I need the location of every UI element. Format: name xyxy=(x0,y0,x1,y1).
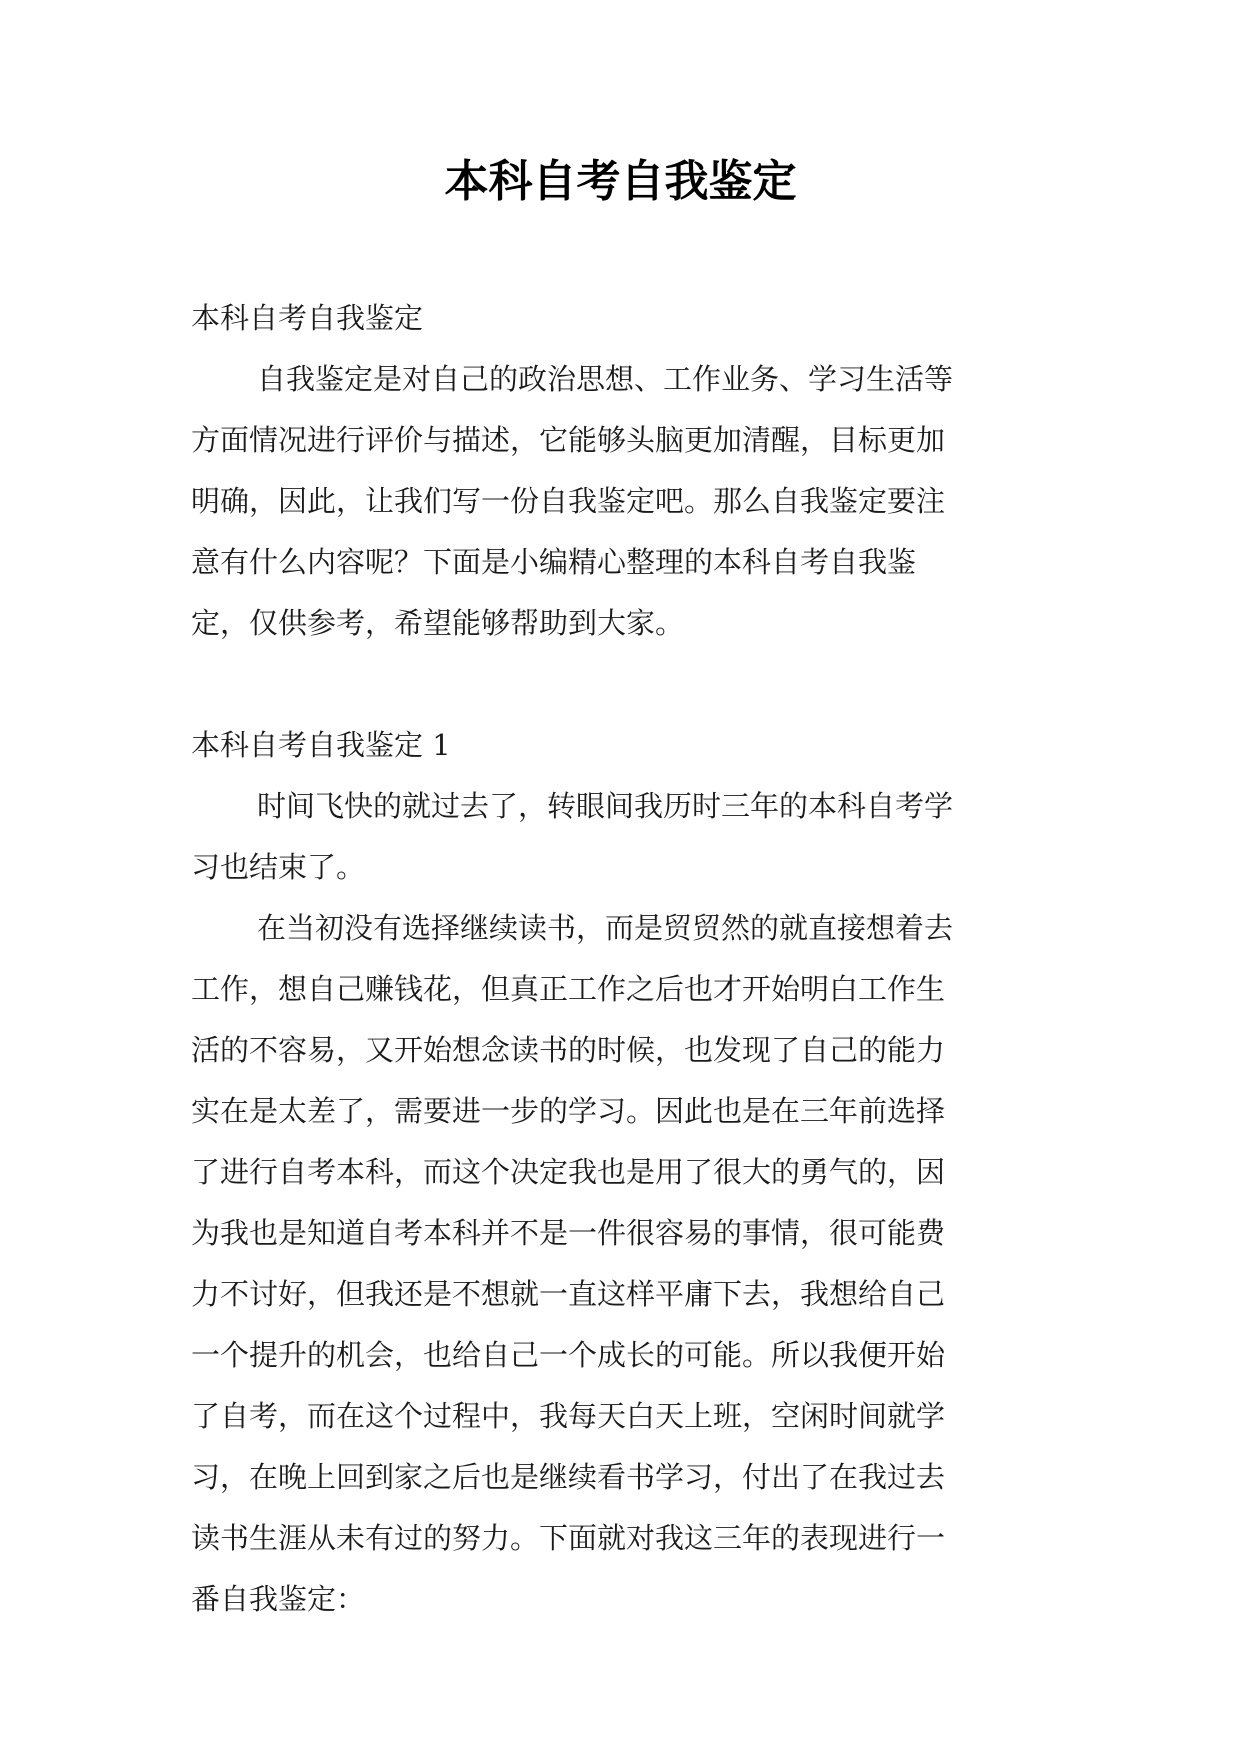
paragraph-line: 习，在晚上回到家之后也是继续看书学习，付出了在我过去 xyxy=(191,1460,946,1494)
paragraph-line: 活的不容易，又开始想念读书的时候，也发现了自己的能力 xyxy=(191,1033,946,1067)
paragraph-line: 在当初没有选择继续读书，而是贸贸然的就直接想着去 xyxy=(257,911,954,945)
subtitle: 本科自考自我鉴定 xyxy=(191,301,424,335)
body-paragraph-1 xyxy=(191,776,1051,898)
paragraph-line: 工作，想自己赚钱花，但真正工作之后也才开始明白工作生 xyxy=(191,972,946,1006)
section-heading: 本科自考自我鉴定 1 xyxy=(191,728,451,762)
paragraph-line: 为我也是知道自考本科并不是一件很容易的事情，很可能费 xyxy=(191,1216,946,1250)
paragraph-line: 习也结束了。 xyxy=(191,850,366,884)
intro-line: 意有什么内容呢？下面是小编精心整理的本科自考自我鉴 xyxy=(191,545,917,579)
paragraph-spacer xyxy=(191,654,1051,715)
paragraph-line: 了进行自考本科，而这个决定我也是用了很大的勇气的，因 xyxy=(191,1155,946,1189)
paragraph-line: 一个提升的机会，也给自己一个成长的可能。所以我便开始 xyxy=(191,1338,946,1372)
intro-line: 定，仅供参考，希望能够帮助到大家。 xyxy=(191,606,685,640)
document-body xyxy=(191,288,1051,1630)
intro-line: 明确，因此，让我们写一份自我鉴定吧。那么自我鉴定要注 xyxy=(191,484,946,518)
paragraph-line: 力不讨好，但我还是不想就一直这样平庸下去，我想给自己 xyxy=(191,1277,946,1311)
body-paragraph-2 xyxy=(191,898,1051,1630)
intro-paragraph xyxy=(191,349,1051,654)
paragraph-line: 实在是太差了，需要进一步的学习。因此也是在三年前选择 xyxy=(191,1094,946,1128)
paragraph-line: 番自我鉴定： xyxy=(191,1582,366,1616)
intro-line: 自我鉴定是对自己的政治思想、工作业务、学习生活等 xyxy=(257,362,954,396)
paragraph-line: 了自考，而在这个过程中，我每天白天上班，空闲时间就学 xyxy=(191,1399,946,1433)
intro-line: 方面情况进行评价与描述，它能够头脑更加清醒，目标更加 xyxy=(191,423,946,457)
paragraph-line: 读书生涯从未有过的努力。下面就对我这三年的表现进行一 xyxy=(191,1521,946,1555)
page-title: 本科自考自我鉴定 xyxy=(444,156,797,207)
paragraph-line: 时间飞快的就过去了，转眼间我历时三年的本科自考学 xyxy=(257,789,954,823)
